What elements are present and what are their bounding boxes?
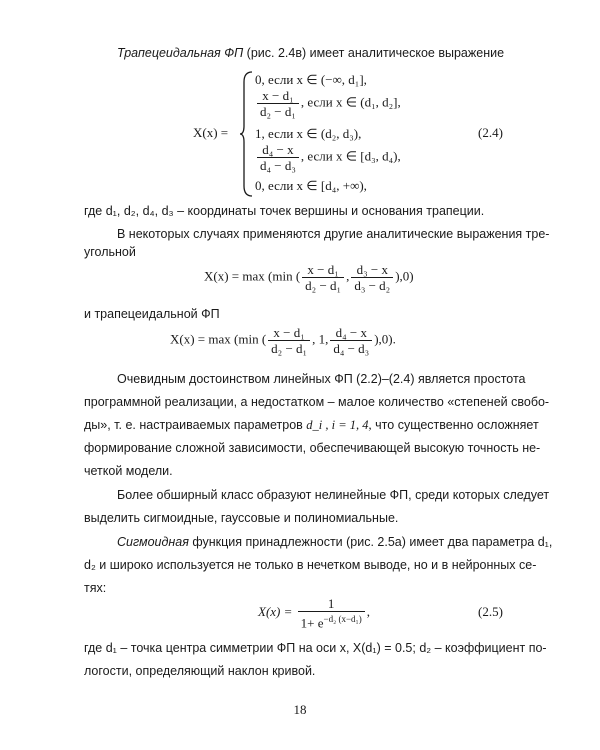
para3-line2: угольной	[84, 245, 136, 259]
para7-line2: d₂ и широко используется не только в нечетком выводе, но и в нейронных се-	[84, 558, 537, 572]
para5-line3: ды», т. е. настраиваемых параметров d_i , i = 1, 4, что существенно осложняет	[84, 418, 539, 432]
para6-line1: Более обширный класс образуют нелинейные ФП, среди которых следует	[117, 488, 550, 502]
para5-line2: программной реализации, а недостатком – малое количество «степеней свобо-	[84, 395, 550, 409]
eq24-case4: $\frac{\text{d₄ − x}}{\text{d₄ − d₃}}$ , если x ∈ [d₃, d₄),	[255, 142, 401, 173]
eq24-lhs: X(x) =	[193, 125, 229, 140]
para5-line4: формирование сложной зависимости, обеспечивающей высокую точность не-	[84, 441, 541, 455]
eq-triangular: X(x) = max (min ( $\frac{\text{x − d₁}}{\text{d₂ − d₁}}$ , $\frac{\text{d₃ − x}}{\text{d₃ − d₂}}$ ),0)	[204, 262, 414, 293]
para8-line1: где d₁ – точка центра симметрии ФП на оси x, X(d₁) = 0.5; d₂ – коэффициент по-	[84, 641, 547, 655]
para6-line2: выделить сигмоидные, гауссовые и полиномиальные.	[84, 511, 399, 525]
eq-trapezoidal: X(x) = max (min ( $\frac{\text{x − d₁}}{\text{d₂ − d₁}}$ , 1, $\frac{\text{d₄ − x}}{\text{d₄ − d₃}}$ ),0).	[170, 325, 396, 356]
page-number: 18	[293, 702, 307, 717]
para7-line3: тях:	[84, 581, 107, 595]
coords-line: где d₁, d₂, d₄, d₃ – координаты точек вершины и основания трапеции.	[84, 204, 485, 218]
eq25: X(x) = $\frac{1}{1+ e^{-d_2 (x-d_1)}}$ ,	[258, 596, 370, 631]
term-trapezoidal: Трапецеидальная ФП	[117, 46, 244, 60]
eq25-number: (2.5)	[478, 604, 503, 619]
intro-line: Трапецеидальная ФП (рис. 2.4в) имеет аналитическое выражение	[117, 46, 505, 60]
param-range: d_i , i = 1, 4,	[306, 418, 372, 432]
eq24-case3: 1, если x ∈ (d₂, d₃),	[255, 126, 362, 141]
para5-line1: Очевидным достоинством линейных ФП (2.2)–(2.4) является простота	[117, 372, 526, 386]
eq24-case5: 0, если x ∈ [d₄, +∞),	[255, 178, 367, 193]
para3-line1: В некоторых случаях применяются другие аналитические выражения тре-	[117, 227, 550, 241]
eq24-brace	[240, 70, 254, 198]
eq24-case2: $\frac{\text{x − d₁}}{\text{d₂ − d₁}}$ , если x ∈ (d₁, d₂],	[255, 88, 401, 119]
para4-line: и трапецеидальной ФП	[84, 307, 220, 321]
para8-line2: логости, определяющий наклон кривой.	[84, 664, 316, 678]
eq24-number: (2.4)	[478, 125, 503, 140]
eq24-case1: 0, если x ∈ (−∞, d₁],	[255, 72, 367, 87]
term-sigmoid: Сигмоидная	[117, 535, 189, 549]
para7-line1: Сигмоидная функция принадлежности (рис. 2.5а) имеет два параметра d₁,	[117, 535, 553, 549]
para5-line5: четкой модели.	[84, 464, 173, 478]
